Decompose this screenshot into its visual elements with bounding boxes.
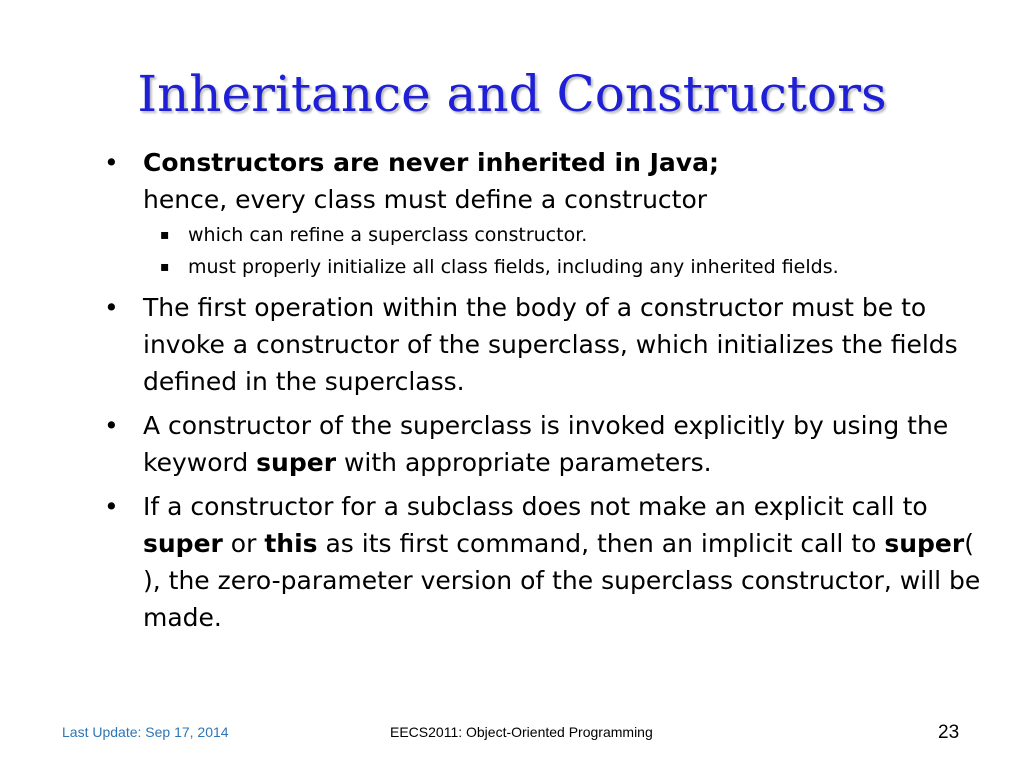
bullet-4-text: or [222,529,265,558]
bullet-4-text: as its first command, then an implicit call to [317,529,885,558]
keyword-super: super [143,529,223,558]
sub-bullet-initialize [104,252,984,282]
bullet-3-text: A constructor of the superclass is invoked explicitly by using the keyword [143,411,949,477]
bullet-super-explicit [104,407,984,481]
sub-bullet-marker: ▪ [160,227,170,243]
slide-body [104,144,984,636]
keyword-super: super [884,529,965,558]
bullet-marker: • [104,411,119,440]
bullet-1-text: hence, every class must define a constructor [143,185,708,214]
bullet-4-text: If a constructor for a subclass does not make an explicit call to [143,492,928,521]
sub-bullet-text: must properly initialize all class fields, including any inherited fields. [188,256,839,278]
bullet-3-text-end: with appropriate parameters. [336,448,712,477]
slide-title: Inheritance and Constructors [137,65,887,123]
sub-bullet-marker: ▪ [160,259,170,275]
bullet-first-operation [104,289,984,400]
bullet-1-bold-text: Constructors are never inherited in Java; [143,148,719,177]
footer-last-update: Last Update: Sep 17, 2014 [62,724,229,740]
keyword-super: super [256,448,337,477]
bullet-marker: • [104,148,119,177]
bullet-constructors-not-inherited [104,144,984,218]
footer-course-title: EECS2011: Object-Oriented Programming [390,724,653,740]
sub-bullet-text: which can refine a superclass constructor. [188,224,588,246]
bullet-implicit-super [104,488,984,636]
slide-number: 23 [938,722,960,743]
bullet-marker: • [104,492,119,521]
bullet-marker: • [104,293,119,322]
bullet-4-text: ( ), the zero-parameter version of the superclass constructor, will be made. [143,529,981,632]
bullet-2-text: The first operation within the body of a constructor must be to invoke a constructor of the superclass, which initializes the fields defined in the superclass. [143,293,958,396]
sub-bullet-refine [104,220,984,250]
keyword-this: this [264,529,318,558]
